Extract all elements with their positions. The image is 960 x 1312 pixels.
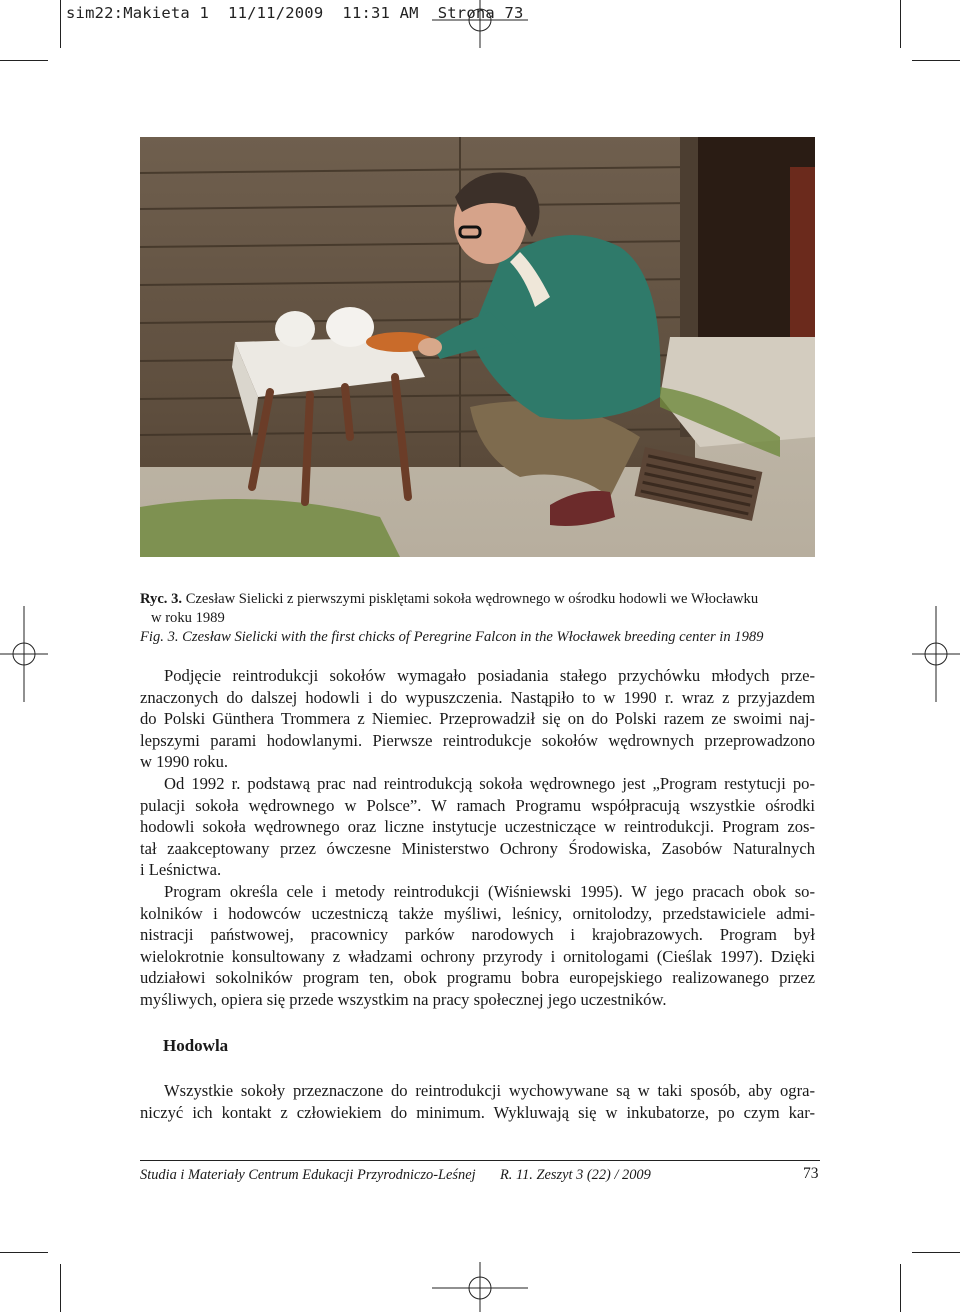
footer-journal-title: Studia i Materiały Centrum Edukacji Przyrodniczo-Leśnej	[140, 1167, 476, 1183]
text-line: Program określa cele i metody reintrodukcji (Wiśniewski 1995). W jego pracach obok so-	[164, 881, 815, 901]
text-line: hodowli sokoła wędrownego oraz liczne instytucje uczestniczące w reintrodukcji. Program zos-	[140, 817, 815, 837]
text-line: do Polski Günthera Trommera z Niemiec. Przeprowadził się on do Polski razem ze swoimi naj-	[140, 709, 815, 729]
registration-mark-icon	[432, 0, 528, 50]
paragraph	[140, 665, 815, 773]
text-line: w 1990 roku.	[140, 752, 229, 772]
text-line: pulacji sokoła wędrownego w Polsce”. W ramach Programu współpracują wszystkie ośrodki	[140, 795, 815, 815]
figure-label: Ryc. 3.	[140, 591, 183, 607]
figure-caption-polish	[140, 590, 816, 628]
registration-mark-icon	[0, 606, 48, 702]
crop-mark	[0, 1252, 48, 1253]
text-line: lepszymi parami hodowlanymi. Pierwsze reintrodukcje sokołów wędrownych przeprowadzono	[140, 730, 815, 750]
photograph	[140, 137, 815, 557]
section-heading: Hodowla	[163, 1036, 229, 1055]
text-line: Od 1992 r. podstawą prac nad reintrodukcją sokoła wędrownego jest „Program restytucji po-	[164, 773, 815, 793]
crop-mark	[900, 1264, 901, 1312]
text-line: znaczonych do dalszej hodowli i do wypuszczenia. Nastąpiło to w 1990 r. wraz z przyjazdem	[140, 687, 815, 707]
paragraph	[140, 773, 815, 881]
crop-mark	[912, 1252, 960, 1253]
text-line: kolników i hodowców uczestniczą także myśliwi, leśnicy, ornitolodzy, przedstawiciele admi-	[140, 903, 815, 923]
page-number: 73	[803, 1165, 819, 1182]
figure-caption-english: Fig. 3. Czesław Sielicki with the first chicks of Peregrine Falcon in the Włocławek breeding center in 1989	[140, 629, 764, 645]
paragraph	[140, 881, 815, 1011]
text-line: tał zaakceptowany przez ówczesne Ministerstwo Ochrony Środowiska, Zasobów Naturalnych	[140, 838, 815, 858]
text-line: wielokrotnie konsultowany z władzami ochrony przyrody i ornitologami (Cieślak 1997). Dzięki	[140, 946, 815, 966]
text-line: niczyć ich kontakt z człowiekiem do minimum. Wykluwają się w inkubatorze, po czym kar-	[140, 1102, 815, 1122]
footer-volume: R. 11. Zeszyt 3 (22) / 2009	[500, 1167, 651, 1183]
photograph-of-man-feeding-falcon-chicks-icon	[140, 137, 815, 557]
text-line: myśliwych, opiera się przede wszystkim na pracy społecznej jego uczestników.	[140, 989, 667, 1009]
text-line: udziałowi sokolników program ten, obok programu bobra europejskiego realizowanego przez	[140, 968, 815, 988]
text-line: nistracji państwowej, pracownicy parków narodowych i krajobrazowych. Program był	[140, 925, 815, 945]
caption-text-line-2: w roku 1989	[151, 610, 225, 626]
crop-mark	[0, 60, 48, 61]
crop-mark	[912, 60, 960, 61]
text-line: i Leśnictwa.	[140, 860, 222, 880]
caption-text-line-1: Czesław Sielicki z pierwszymi pisklętami sokoła wędrownego w ośrodku hodowli we Włocławku	[185, 591, 759, 607]
registration-mark-icon	[432, 1262, 528, 1312]
body-text	[140, 665, 815, 1011]
print-slug: sim22:Makieta 1 11/11/2009 11:31 AM Strona 73	[66, 4, 524, 22]
text-line: Podjęcie reintrodukcji sokołów wymagało posiadania stałego przychówku młodych prze-	[164, 666, 815, 685]
crop-mark	[60, 0, 61, 48]
text-line: Wszystkie sokoły przeznaczone do reintrodukcji wychowywane są w taki sposób, aby ogra-	[164, 1081, 815, 1100]
crop-mark	[900, 0, 901, 48]
registration-mark-icon	[912, 606, 960, 702]
crop-mark	[60, 1264, 61, 1312]
footer-rule	[140, 1160, 820, 1161]
paragraph	[140, 1080, 815, 1123]
